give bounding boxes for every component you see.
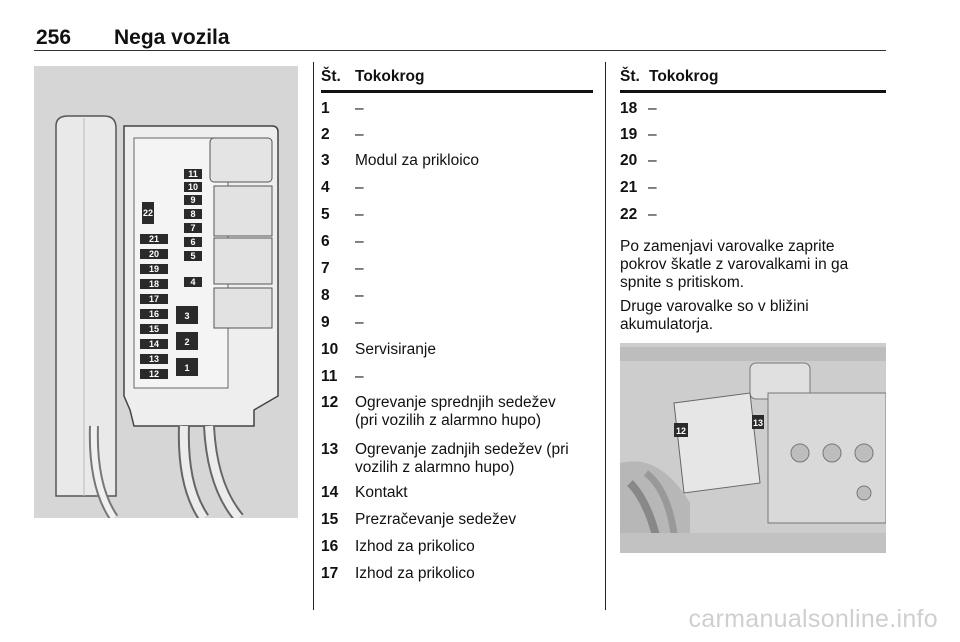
- circuit-line: vozilih z alarmno hupo): [355, 459, 515, 476]
- fuse-number: 21: [620, 179, 638, 196]
- fuse-number: 6: [321, 233, 330, 250]
- fuse-label: 7: [190, 223, 196, 233]
- fuse-number: 4: [321, 179, 330, 196]
- column-number-heading: Št.: [321, 68, 341, 85]
- circuit-line: (pri vozilih z alarmno hupo): [355, 412, 542, 429]
- circuit-name: Izhod za prikolico: [355, 565, 475, 582]
- fuse-number: 20: [620, 152, 638, 169]
- fuse-label: 14: [148, 339, 160, 349]
- paragraph-line: akumulatorja.: [620, 316, 714, 333]
- circuit-name: [355, 441, 569, 477]
- fuse-number: 12: [321, 394, 339, 411]
- column-divider-right: [605, 62, 606, 610]
- battery-drawing: [620, 343, 886, 553]
- circuit-name: –: [355, 179, 364, 196]
- circuit-name: –: [648, 179, 657, 196]
- paragraph-line: pokrov škatle z varovalkami in ga: [620, 256, 849, 273]
- paragraph-line: spnite s pritiskom.: [620, 274, 745, 291]
- fuse-label: 3: [184, 311, 190, 321]
- fuse-label: 21: [148, 234, 160, 244]
- circuit-name: Izhod za prikolico: [355, 538, 475, 555]
- fuse-number: 15: [321, 511, 339, 528]
- column-divider-left: [313, 62, 314, 610]
- paragraph-line: Po zamenjavi varovalke zaprite: [620, 238, 835, 255]
- fuse-number: 16: [321, 538, 339, 555]
- fuse-label: 2: [184, 337, 190, 347]
- fuse-number: 7: [321, 260, 330, 277]
- fuse-number: 14: [321, 484, 339, 501]
- fuse-number: 3: [321, 152, 330, 169]
- fuse-box-drawing: [34, 66, 298, 518]
- fuse-label: 8: [190, 209, 196, 219]
- fuse-label: 6: [190, 237, 196, 247]
- paragraph-replace-cover: [620, 238, 886, 292]
- fuse-label: 4: [190, 277, 196, 287]
- fuse-number: 10: [321, 341, 339, 358]
- circuit-name: –: [648, 126, 657, 143]
- circuit-name: –: [355, 206, 364, 223]
- fuse-number: 5: [321, 206, 330, 223]
- column-circuit-heading: Tokokrog: [355, 68, 425, 85]
- column-number-heading: Št.: [620, 68, 640, 85]
- circuit-name: –: [648, 206, 657, 223]
- fuse-label: 20: [148, 249, 160, 259]
- fuse-label: 16: [148, 309, 160, 319]
- fuse-label: 22: [142, 208, 154, 218]
- circuit-line: Ogrevanje sprednjih sedežev: [355, 394, 556, 411]
- fuse-label: 5: [190, 251, 196, 261]
- circuit-name: –: [648, 100, 657, 117]
- fuse-number: 13: [321, 441, 339, 458]
- fuse-label: 12: [148, 369, 160, 379]
- fuse-label: 9: [190, 195, 196, 205]
- fuse-label: 19: [148, 264, 160, 274]
- paragraph-other-fuses: [620, 298, 886, 334]
- battery-fuse-label: 12: [675, 426, 687, 436]
- circuit-name: –: [355, 100, 364, 117]
- fuse-label: 1: [184, 363, 190, 373]
- circuit-name: Kontakt: [355, 484, 408, 501]
- fuse-label: 11: [188, 169, 198, 179]
- fuse-number: 19: [620, 126, 638, 143]
- watermark: carmanualsonline.info: [688, 605, 938, 633]
- circuit-name: –: [355, 368, 364, 385]
- fuse-label: 15: [148, 324, 160, 334]
- fuse-label: 17: [148, 294, 160, 304]
- page-header: [0, 0, 960, 52]
- circuit-name: –: [355, 314, 364, 331]
- fuse-label: 10: [187, 182, 199, 192]
- fuse-label: 13: [148, 354, 160, 364]
- page-number: 256: [36, 26, 72, 49]
- fuse-number: 11: [321, 368, 338, 385]
- fuse-box-illustration: [34, 66, 298, 518]
- fuse-number: 22: [620, 206, 638, 223]
- circuit-name: Prezračevanje sedežev: [355, 511, 517, 528]
- fuse-number: 8: [321, 287, 330, 304]
- fuse-table-left: [321, 66, 593, 93]
- fuse-number: 9: [321, 314, 330, 331]
- chapter-title: Nega vozila: [114, 26, 230, 49]
- fuse-table-right: [620, 66, 886, 93]
- fuse-number: 1: [321, 100, 330, 117]
- battery-fuse-label: 13: [752, 418, 764, 428]
- table-header: [321, 66, 593, 93]
- circuit-name: –: [355, 126, 364, 143]
- fuse-number: 18: [620, 100, 638, 117]
- column-circuit-heading: Tokokrog: [649, 68, 719, 85]
- circuit-name: –: [355, 233, 364, 250]
- circuit-name: Modul za prikloico: [355, 152, 480, 169]
- header-rule: [34, 50, 886, 51]
- circuit-name: Servisiranje: [355, 341, 436, 358]
- fuse-number: 2: [321, 126, 330, 143]
- circuit-name: [355, 394, 556, 430]
- circuit-name: –: [648, 152, 657, 169]
- circuit-name: –: [355, 260, 364, 277]
- circuit-name: –: [355, 287, 364, 304]
- paragraph-line: Druge varovalke so v bližini: [620, 298, 809, 315]
- battery-fuse-illustration: [620, 343, 886, 553]
- table-header: [620, 66, 886, 93]
- fuse-number: 17: [321, 565, 339, 582]
- fuse-label: 18: [148, 279, 160, 289]
- circuit-line: Ogrevanje zadnjih sedežev (pri: [355, 441, 569, 458]
